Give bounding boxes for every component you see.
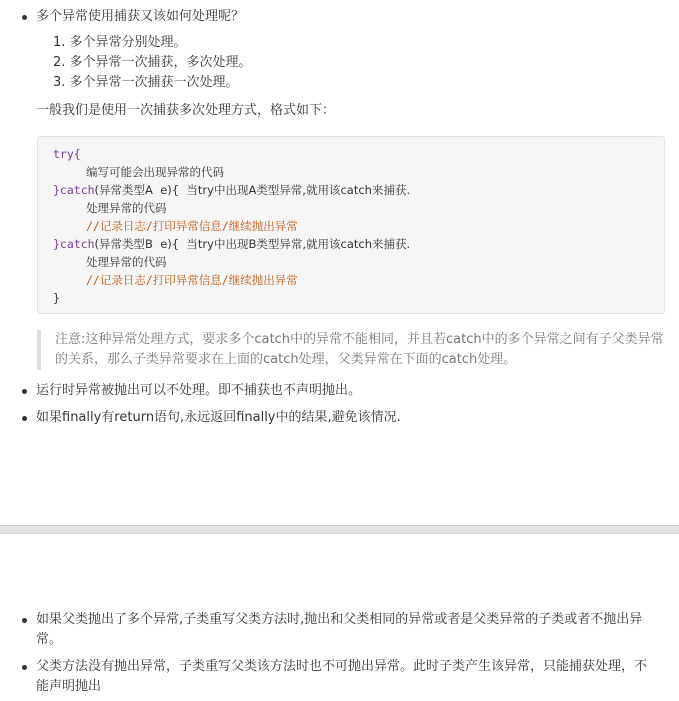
bullet-multi-catch: [36, 7, 655, 27]
code-line-2: 编写可能会出现异常的代码: [86, 165, 224, 179]
bullet-override-text: 如果父类抛出了多个异常,子类重写父类方法时,抛出和父类相同的异常或者是父类异常的子类或者不抛出异常。: [36, 612, 643, 647]
code-line-9: }: [53, 291, 60, 305]
code-line-8: //记录日志/打印异常信息/继续抛出异常: [86, 273, 298, 287]
handling-options-list: [53, 33, 252, 93]
bullet-dot: [22, 15, 27, 20]
bullet-dot: [22, 618, 27, 623]
bullet-multi-catch-text: 多个异常使用捕获又该如何处理呢？: [36, 9, 245, 24]
bullet-finally-text: 如果finally有return语句,永远返回finally中的结果,避免该情况.: [36, 410, 401, 425]
note-blockquote: 注意:这种异常处理方式，要求多个catch中的异常不能相同，并且若catch中的多个异常之间有子父类异常的关系，那么子类异常要求在上面的catch处理，父类异常在下面的catch处理。: [37, 330, 675, 370]
bullet-no-throw: [36, 657, 655, 697]
code-line-4: 处理异常的代码: [86, 201, 167, 215]
bullet-dot: [22, 389, 27, 394]
option-1: 1. 多个异常分别处理。: [53, 35, 187, 50]
code-line-7: 处理异常的代码: [86, 255, 167, 269]
code-line-5: //记录日志/打印异常信息/继续抛出异常: [86, 219, 298, 233]
bullet-dot: [22, 416, 27, 421]
code-line-6: }catch(异常类型B e){ 当try中出现B类型异常,就用该catch来捕获.: [53, 237, 411, 251]
bullet-no-throw-text: 父类方法没有抛出异常，子类重写父类该方法时也不可抛出异常。此时子类产生该异常，只能捕获处理，不能声明抛出: [36, 659, 648, 694]
bullet-runtime-text: 运行时异常被抛出可以不处理。即不捕获也不声明抛出。: [36, 383, 362, 398]
bullet-finally: [36, 408, 655, 428]
page-divider: [0, 525, 679, 534]
code-line-3: }catch(异常类型A e){ 当try中出现A类型异常,就用该catch来捕获.: [53, 183, 411, 197]
format-intro: 一般我们是使用一次捕获多次处理方式，格式如下：: [36, 103, 336, 118]
bullet-override: [36, 610, 655, 650]
bullet-dot: [22, 665, 27, 670]
option-3: 3. 多个异常一次捕获一次处理。: [53, 75, 239, 90]
code-line-1: try{: [53, 147, 81, 161]
bullet-runtime: [36, 381, 655, 401]
option-2: 2. 多个异常一次捕获，多次处理。: [53, 55, 252, 70]
code-block: [37, 136, 665, 314]
